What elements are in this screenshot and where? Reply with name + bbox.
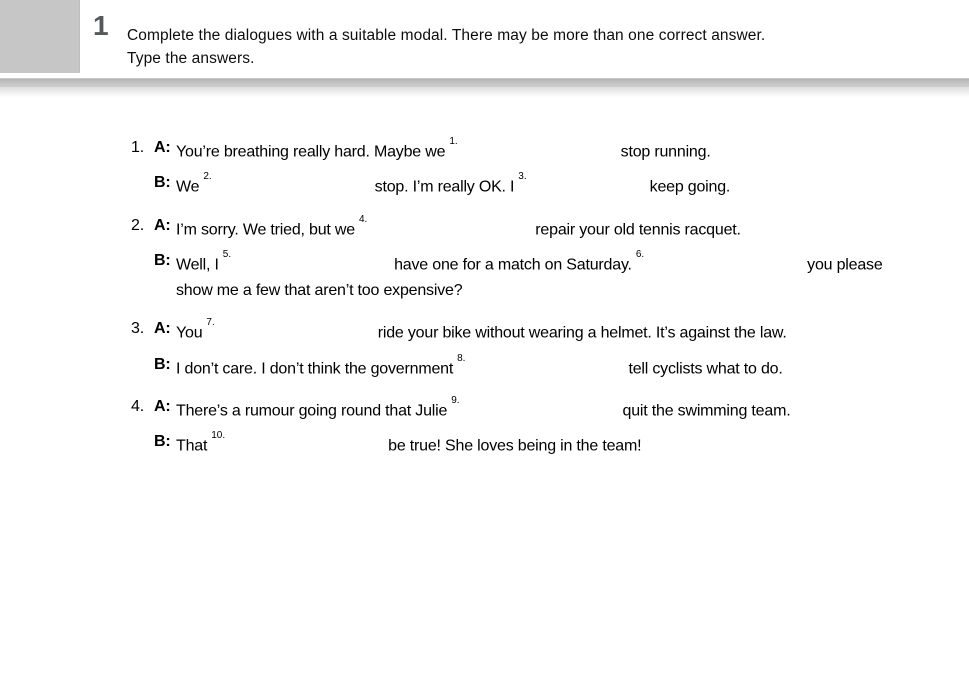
- instruction-line-1: Complete the dialogues with a suitable modal. There may be more than one correct answer.: [127, 27, 766, 44]
- dialogue-text: ride your bike without wearing a helmet. It’s against the law.: [377, 324, 787, 342]
- item-number: 4.: [131, 397, 144, 415]
- dialogue-text: tell cyclists what to do.: [628, 359, 783, 377]
- blank-number: 5.: [222, 248, 232, 260]
- dialogue-text: We: [176, 178, 200, 196]
- speaker-label: B:: [154, 355, 171, 373]
- answer-blank-3[interactable]: [529, 178, 646, 196]
- answer-blank-5[interactable]: [233, 255, 390, 273]
- blank-number: 7.: [206, 317, 215, 329]
- speaker-label: A:: [154, 216, 171, 234]
- speaker-label: B:: [154, 251, 171, 269]
- dialogue-text: repair your old tennis racquet.: [535, 220, 741, 238]
- dialogue-text: stop running.: [620, 143, 711, 161]
- blank-number: 3.: [518, 171, 527, 183]
- dialogue-text: Well, I: [176, 256, 219, 274]
- exercise-number: 1: [93, 10, 109, 41]
- item-number: 2.: [131, 216, 144, 234]
- dialogue-line: [131, 170, 969, 200]
- dialogue-line: [131, 394, 969, 424]
- dialogue-text: quit the swimming team.: [622, 402, 791, 420]
- speaker-label: A:: [154, 320, 171, 338]
- dialogue-item-2: [131, 213, 969, 305]
- dialogue-text: be true! She loves being in the team!: [388, 437, 642, 455]
- answer-blank-4[interactable]: [369, 220, 531, 238]
- blank-number: 1.: [449, 136, 458, 147]
- blank-number: 10.: [211, 430, 226, 442]
- answer-blank-10[interactable]: [227, 437, 384, 455]
- dialogue-line-continuation: [131, 278, 969, 304]
- instruction-line-2: Type the answers.: [127, 50, 255, 67]
- item-number: 3.: [131, 320, 144, 338]
- speaker-label: A:: [154, 397, 171, 415]
- corner-box: [0, 0, 80, 73]
- dialogue-line: [131, 429, 969, 459]
- dialogues-section: [0, 87, 969, 460]
- dialogue-text: There’s a rumour going round that Julie: [176, 402, 448, 420]
- dialogue-text: stop. I’m really OK. I: [374, 178, 515, 196]
- dialogue-text: That: [176, 437, 208, 455]
- speaker-label: B:: [154, 433, 171, 451]
- header-divider: [0, 78, 969, 87]
- dialogue-item-3: [131, 316, 969, 382]
- dialogue-line: [131, 135, 969, 165]
- answer-blank-8[interactable]: [467, 359, 624, 377]
- answer-blank-1[interactable]: [460, 142, 617, 160]
- answer-blank-9[interactable]: [462, 401, 619, 419]
- blank-number: 8.: [457, 352, 466, 364]
- dialogue-text: You: [176, 324, 203, 342]
- dialogue-text: you please: [807, 256, 883, 274]
- dialogue-text: have one for a match on Saturday.: [394, 256, 632, 274]
- blank-number: 4.: [358, 213, 368, 225]
- dialogue-item-1: [131, 135, 969, 201]
- blank-number: 2.: [203, 171, 212, 183]
- speaker-label: A:: [154, 139, 171, 156]
- dialogue-item-4: [131, 394, 969, 460]
- dialogue-line: [131, 248, 969, 278]
- dialogue-text: You’re breathing really hard. Maybe we: [176, 143, 446, 161]
- dialogue-line: [131, 352, 969, 382]
- dialogue-text: I’m sorry. We tried, but we: [176, 220, 355, 238]
- answer-blank-6[interactable]: [646, 255, 803, 273]
- item-number: 1.: [131, 139, 144, 156]
- answer-blank-2[interactable]: [214, 178, 371, 196]
- instruction-text: [127, 24, 765, 70]
- dialogue-line: [131, 316, 969, 346]
- speaker-label: B:: [154, 174, 171, 192]
- answer-blank-7[interactable]: [217, 324, 374, 342]
- blank-number: 6.: [635, 248, 645, 260]
- exercise-header: [0, 0, 969, 78]
- blank-number: 9.: [451, 394, 460, 406]
- dialogue-text: show me a few that aren’t too expensive?: [176, 282, 463, 300]
- dialogue-text: I don’t care. I don’t think the government: [176, 359, 454, 377]
- dialogue-line: [131, 213, 969, 243]
- dialogue-text: keep going.: [649, 178, 731, 196]
